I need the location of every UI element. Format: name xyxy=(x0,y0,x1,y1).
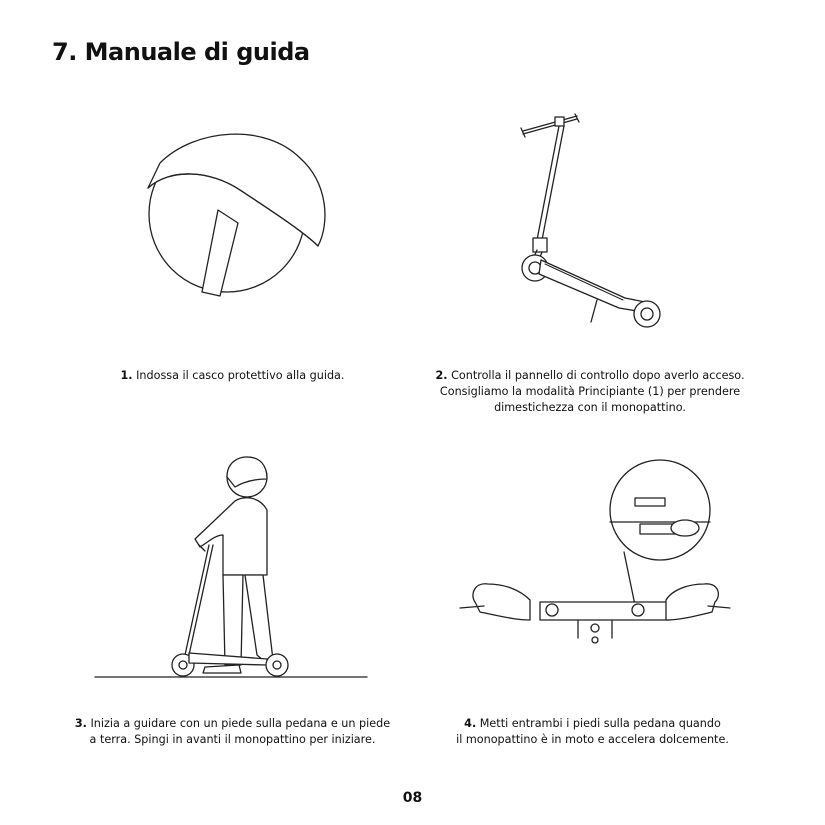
step-2-caption: 2. Controlla il pannello di controllo dopo averlo acceso. Consigliamo la modalità Principiante (1) per prendere dimestichezza con il monopattino. xyxy=(435,369,745,414)
scooter-illustration xyxy=(515,100,695,340)
step-3-caption: 3. Inizia a guidare con un piede sulla pedana e un piede a terra. Spingi in avanti il monopattino per iniziare. xyxy=(74,717,391,746)
rider-illustration xyxy=(95,455,375,685)
handlebar-illustration xyxy=(460,460,730,650)
step-4-caption: 4. Metti entrambi i piedi sulla pedana quando il monopattino è in moto e accelera dolcemente. xyxy=(456,717,729,746)
step-1-caption: 1. Indossa il casco protettivo alla guida. xyxy=(120,369,345,382)
page-title: 7. Manuale di guida xyxy=(52,38,310,66)
page-number: 08 xyxy=(402,790,423,806)
helmet-illustration xyxy=(140,128,330,308)
